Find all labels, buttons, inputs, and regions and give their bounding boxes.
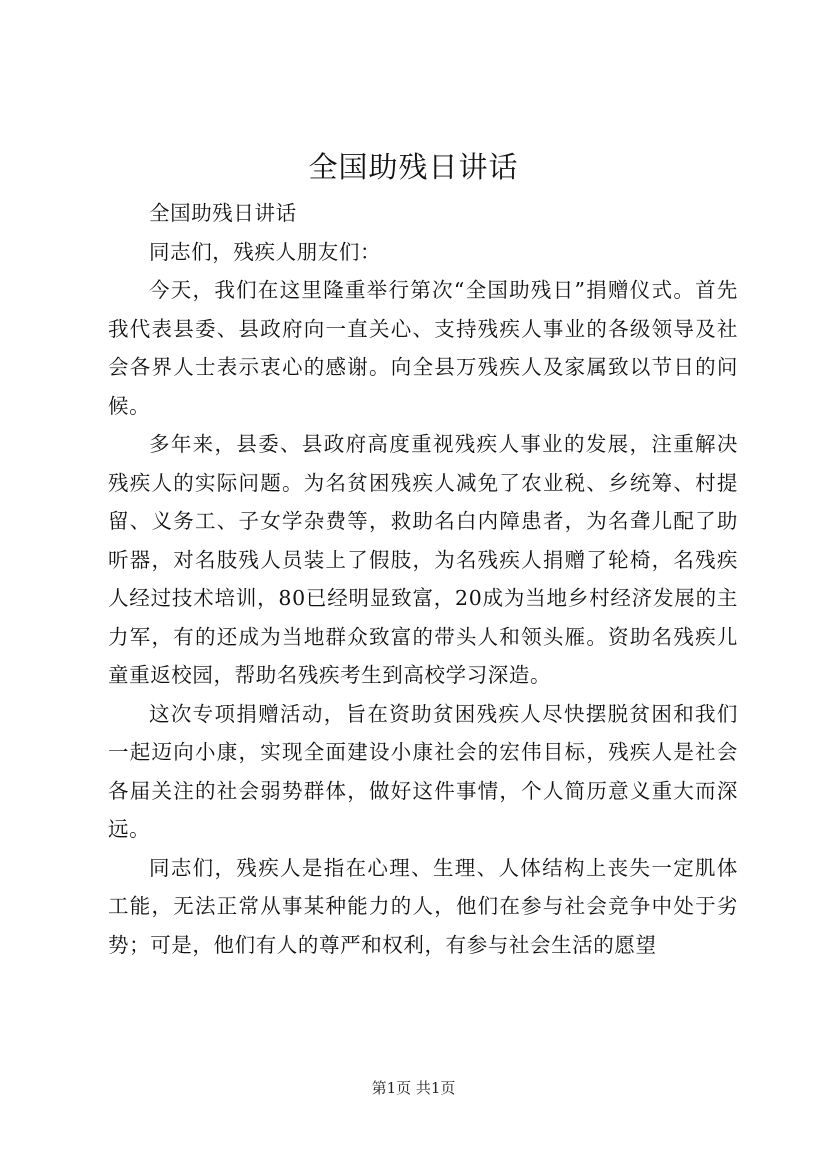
paragraph-opening: 今天，我们在这里隆重举行第次“全国助残日”捐赠仪式。首先我代表县委、县政府向一直关心、支持残疾人事业的各级领导及社会各界人士表示衷心的感谢。向全县万残疾人及家属致以节日的问候。: [108, 278, 738, 418]
paragraph-definition: 同志们，残疾人是指在心理、生理、人体结构上丧失一定肌体工能，无法正常从事某种能力的人，他们在参与社会竞争中处于劣势；可是，他们有人的尊严和权利，有参与社会生活的愿望: [108, 855, 738, 957]
paragraph-achievements: 多年来，县委、县政府高度重视残疾人事业的发展，注重解决残疾人的实际问题。为名贫困残疾人减免了农业税、乡统筹、村提留、义务工、子女学杂费等，救助名白内障患者，为名聋儿配了助听器，对名肢残人员装上了假肢，为名残疾人捐赠了轮椅，名残疾人经过技术培训，80已经明显致富，20成为当地乡村经济发展的主力军，有的还成为当地群众致富的带头人和领头雁。资助名残疾儿童重返校园，帮助名残疾考生到高校学习深造。: [108, 432, 738, 687]
page-number: 第1页 共1页: [371, 1079, 456, 1097]
document-body: [108, 194, 738, 964]
paragraph-donation-purpose: 这次专项捐赠活动，旨在资助贫困残疾人尽快摆脱贫困和我们一起迈向小康，实现全面建设小康社会的宏伟目标，残疾人是社会各届关注的社会弱势群体，做好这件事情，个人简历意义重大而深远。: [108, 701, 738, 841]
paragraph-salutation: 同志们，残疾人朋友们：: [149, 239, 382, 264]
paragraph-subtitle: 全国助残日讲话: [149, 201, 297, 225]
page-footer: [0, 1078, 827, 1098]
document-title: 全国助残日讲话: [308, 150, 519, 184]
